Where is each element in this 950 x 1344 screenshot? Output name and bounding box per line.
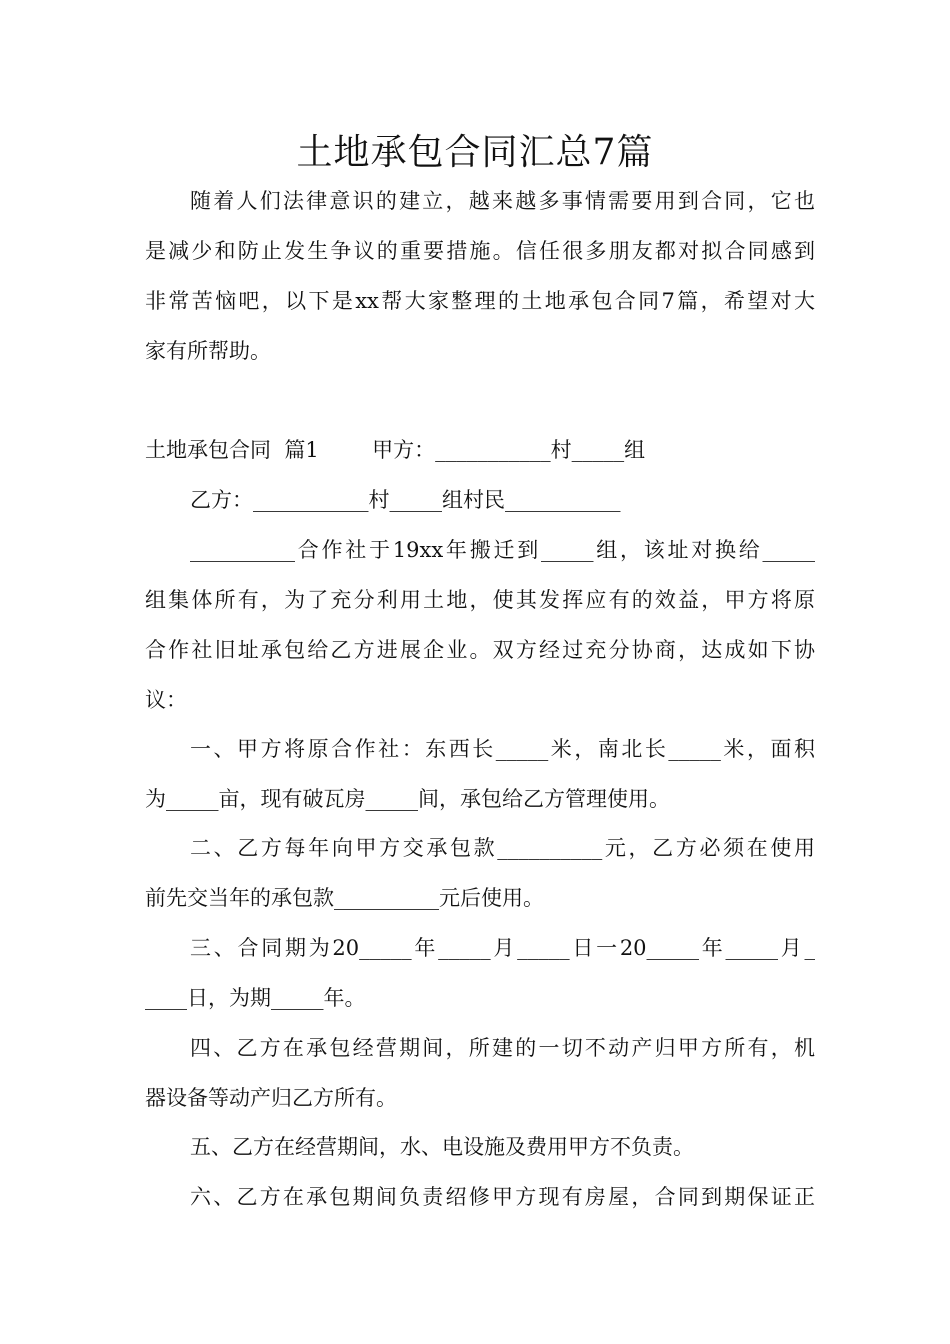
intro-line: 家有所帮助。 [145,339,271,363]
intro-line: 是减少和防止发生争议的重要措施。信任很多朋友都对拟合同感到 [145,239,815,263]
intro-line: 非常苦恼吧，以下是xx帮大家整理的土地承包合同7篇，希望对大 [145,289,815,313]
clause-line: 器设备等动产归乙方所有。 [145,1086,397,1110]
section-header: 土地承包合同 篇1 甲方：___________村_____组 [145,438,646,462]
clause-line: 五、乙方在经营期间，水、电设施及费用甲方不负责。 [190,1135,694,1159]
party-b-line: 乙方：___________村_____组村民___________ [190,488,621,512]
paragraph-line: __________合作社于19xx年搬迁到_____组，该址对换给_____ [190,538,815,562]
clause-line: 三、合同期为20_____年_____月_____日一20_____年_____月_ [190,936,815,960]
intro-line: 随着人们法律意识的建立，越来越多事情需要用到合同，它也 [190,189,815,213]
document-title: 土地承包合同汇总7篇 [296,132,654,173]
clause-line: 六、乙方在承包期间负责绍修甲方现有房屋，合同到期保证正 [190,1185,815,1209]
clause-line: ____日，为期_____年。 [145,986,366,1010]
clause-line: 为_____亩，现有破瓦房_____间，承包给乙方管理使用。 [145,787,670,811]
clause-line: 二、乙方每年向甲方交承包款__________元，乙方必须在使用 [190,836,815,860]
clause-line: 前先交当年的承包款__________元后使用。 [145,886,544,910]
paragraph-line: 组集体所有，为了充分利用土地，使其发挥应有的效益，甲方将原 [145,588,815,612]
paragraph-line: 议： [145,688,187,712]
paragraph-line: 合作社旧址承包给乙方进展企业。双方经过充分协商，达成如下协 [145,638,815,662]
clause-line: 四、乙方在承包经营期间，所建的一切不动产归甲方所有，机 [190,1036,815,1060]
clause-line: 一、甲方将原合作社：东西长_____米，南北长_____米，面积 [190,737,815,761]
